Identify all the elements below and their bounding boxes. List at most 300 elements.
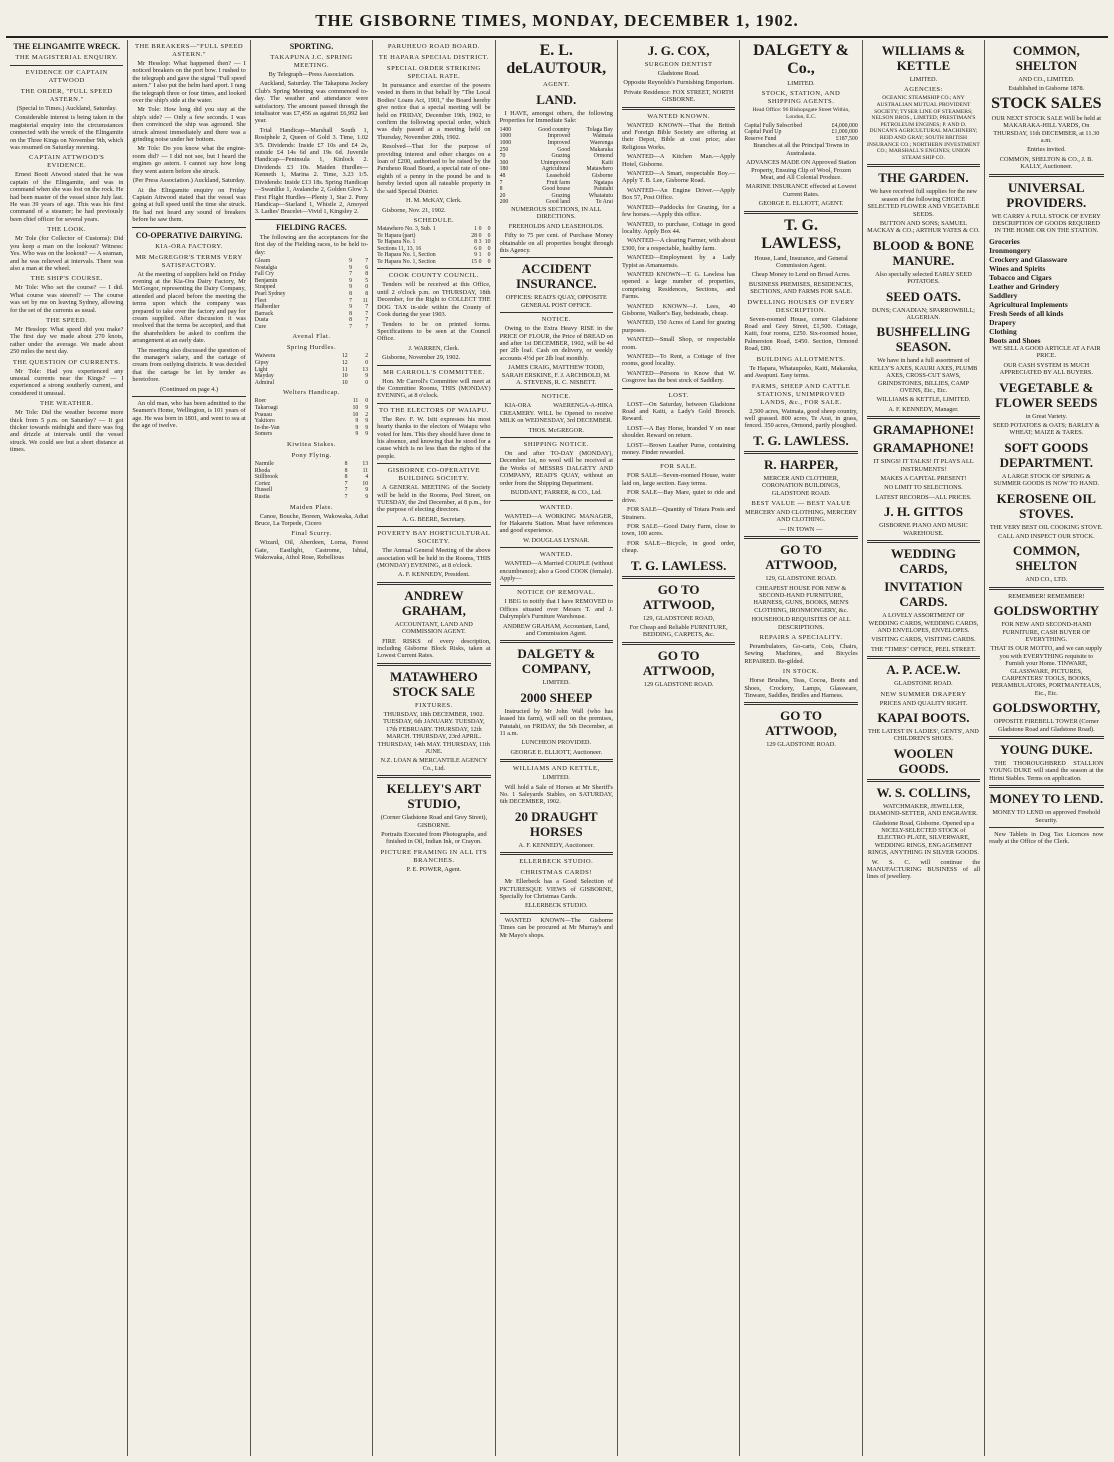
table-row: [255, 468, 368, 475]
table-cell: 2: [365, 353, 369, 360]
advert-title: LAND.: [536, 92, 577, 107]
table-cell: 0: [365, 398, 369, 405]
advert-text: AND CO., LIMITED.: [1018, 76, 1075, 83]
advert-text: Established in Gisborne 1878.: [1008, 85, 1085, 93]
table-cell: Takaroagi: [254, 405, 278, 412]
list-item: WANTED—An Engine Driver.—Apply Box 57, Post Office.: [621, 186, 736, 202]
table-cell: 10: [352, 405, 359, 412]
table-row: [255, 317, 368, 324]
paragraph: At the Elingamite enquiry on Friday Captain Attwood stated that the vessel was going at full speed until the time she struck. He had not heard any sound of breakers before he saw them.: [132, 186, 246, 224]
column-8: [863, 40, 985, 1456]
table-row: [500, 127, 613, 134]
article-subheading: CAPTAIN ATTWOOD'S EVIDENCE.: [29, 154, 105, 170]
table-cell: 9: [349, 257, 353, 264]
advert-title: GO TO ATTWOOD,: [642, 581, 715, 612]
table-row: [255, 461, 368, 468]
article-subheading: EVIDENCE OF CAPTAIN ATTWOOD: [25, 69, 108, 84]
paragraph: WANTED—A Married COUPLE (without encumbrance); also a Good COOK (female). Apply—: [499, 560, 613, 582]
table-cell: 12: [341, 353, 348, 360]
table-row: [255, 494, 368, 501]
advert-title: W. S. COLLINS,: [876, 784, 971, 800]
advert-text: LUNCHEON PROVIDED.: [521, 739, 592, 747]
table-cell: 9: [365, 493, 369, 500]
advert-text: THE "TIMES" OFFICE, PEEL STREET.: [871, 645, 976, 653]
table-cell: In-the-Van: [254, 424, 280, 431]
advert-text: 129 GLADSTONE ROAD.: [643, 680, 714, 688]
advert-title: BUSHFELLING SEASON.: [876, 324, 971, 355]
table-row: [500, 180, 613, 187]
article-heading: SPORTING.: [289, 42, 334, 51]
table-cell: 200: [499, 199, 509, 206]
paragraph: Horse Brushes, Teas, Cocoa, Boots and Shoes, Crockery, Lamps, Glassware, Tinware, Saddles, Bridles and Harness.: [744, 677, 858, 700]
table-row: [255, 412, 368, 419]
table-cell: Ormond: [593, 153, 613, 160]
signature: W. DOUGLAS LYSNAR.: [523, 536, 590, 544]
advert-text: VISITING CARDS, VISITING CARDS.: [871, 636, 976, 644]
divider: [500, 312, 613, 313]
advert-text: LIMITED.: [787, 80, 815, 87]
columns: [6, 40, 1108, 1456]
table-cell: Narmile: [254, 461, 274, 467]
table-cell: Poauau: [254, 411, 272, 418]
table-row: [255, 474, 368, 481]
table-cell: 7: [349, 297, 353, 304]
table-cell: Gipsy: [254, 360, 269, 367]
list-item: WANTED—A clearing Farmer, with about £300, for a respectable, healthy farm.: [621, 237, 736, 252]
table-cell: 180: [499, 166, 509, 173]
table-cell: 5: [365, 277, 369, 284]
table-row: [255, 367, 368, 374]
advert-text: Head Office: 96 Bishopsgate Street Within, London, E.C.: [752, 107, 850, 120]
table-cell: Te Hapara No. 1, Section: [377, 252, 436, 259]
table-cell: Waerenga: [589, 140, 613, 146]
advert-text: FIRE RISKS of every description, including Gisborne Block Risks, taken at Lowest Current Rates.: [377, 637, 491, 660]
list-item: Groceries: [989, 236, 1020, 246]
advert-text: MONEY TO LEND on approved Freehold Security.: [992, 809, 1101, 824]
table-cell: Rustia: [254, 493, 270, 500]
table-row: [255, 278, 368, 285]
divider: [377, 403, 490, 404]
table-cell: Leasehold: [546, 172, 571, 179]
notice-heading: NOTICE.: [541, 316, 571, 324]
notice-heading: NOTICE OF REMOVAL.: [517, 589, 596, 597]
table-cell: 9: [349, 304, 353, 311]
advert-subtitle: REPAIRS A SPECIALITY.: [759, 634, 843, 641]
list-item: WANTED—Persons to Know that W. Cosgrove has the best stock of Saddlery.: [621, 369, 736, 385]
list-item: LOST—A Bay Horse, branded Y on near shoulder. Reward on return.: [621, 424, 736, 440]
table-cell: 8: [365, 271, 369, 278]
table-row: [255, 353, 368, 360]
table-cell: 8: [499, 186, 503, 193]
advert-title: GOLDSWORTHY,: [992, 700, 1101, 716]
paragraph: An old man, who has been admitted to the Seamen's Home, Wellington, is 101 years of age. He was born in 1801, and went to sea at the age of twelve.: [132, 400, 246, 430]
advert-title: 20 DRAUGHT HORSES: [514, 808, 598, 839]
signature: GEORGE E. ELLIOTT, Auctioneer.: [510, 748, 603, 756]
column-3: [251, 40, 373, 1456]
advert-title: WILLIAMS & KETTLE: [881, 43, 966, 73]
acceptances-table-welters: [255, 398, 368, 438]
race-subheading: Final Scurry.: [291, 530, 332, 538]
advert-subtitle: IN STOCK.: [782, 668, 820, 676]
table-cell: 1: [478, 252, 482, 259]
divider: [622, 388, 735, 389]
advert-text: PRICES AND QUALITY RIGHT.: [879, 699, 968, 707]
table-cell: Good land: [545, 199, 571, 206]
paragraph: Seven-roomed House, corner Gladstone Road and Grey Street, £1,500. Cottage, Kaiti, four rooms, £250. Six-roomed house, Palmerston Road, £450. Section, Ormond Road, £80.: [744, 315, 858, 353]
advert-text: OPPOSITE FIREBELL TOWER (Corner Gladstone Road and Gladstone Road).: [993, 718, 1099, 733]
list-item: WANTED—Paddocks for Grazing, for a few horses.—Apply this office.: [621, 203, 736, 219]
table-row: [500, 133, 613, 140]
table-cell: Makaraka: [589, 146, 613, 153]
advert-title: GOLDSWORTHY: [993, 603, 1100, 619]
paragraph: At the meeting of suppliers held on Friday evening at the Kia-Ora Dairy Factory, Mr McGregor, representing the Dairy Company, attended and placed before the meeting the terms upon which the company was prepared to take over the factory and pay for cream supplied. After discussion it was resolved that the terms be accepted, and that the shareholders be asked to confirm the arrangement at an early date.: [132, 270, 246, 345]
paragraph: 2,500 acres, Waimata, good sheep country, well grassed. 800 acres, Te Arai, in grass, fenced. 350 acres, Ormond, partly ploughed.: [744, 407, 858, 430]
paragraph: In pursuance and exercise of the powers vested in them in that behalf by "The Local Bodies' Loans Act, 1901," the Board hereby give notice that a special meeting will be held on FRIDAY, December 19th, 1902, to confirm the following special order, which was duly passed at a meeting held on Thursday, November 20th, 1902.: [377, 82, 491, 141]
table-cell: 0: [365, 379, 369, 386]
table-cell: Te Arai: [595, 199, 613, 206]
advert-text: LIMITED.: [542, 774, 570, 782]
divider: [867, 540, 980, 543]
advert-title: ACCIDENT INSURANCE.: [515, 261, 597, 292]
table-cell: 9: [365, 487, 369, 494]
table-row: [500, 186, 613, 193]
signature: BUDDANT, FARRER, & CO., Ltd.: [510, 489, 602, 497]
advert-subtitle: AGENT.: [543, 81, 570, 88]
table-cell: 300: [499, 159, 509, 166]
table-cell: Halberdier: [254, 304, 280, 311]
table-cell: Whatatutu: [588, 192, 613, 199]
divider: [744, 451, 857, 454]
advert-subtitle: ELLERBECK STUDIO.: [519, 858, 594, 866]
article-heading: CO-OPERATIVE DAIRYING.: [135, 230, 243, 240]
advert-text: 129 GLADSTONE ROAD.: [766, 741, 836, 749]
paragraph: Fifty to 75 per cent. of Purchase Money obtainable on all properties bought through this Agency.: [499, 232, 613, 254]
table-row: [500, 193, 613, 200]
divider: [500, 759, 613, 762]
table-row: [255, 418, 368, 425]
divider: [500, 913, 613, 914]
table-cell: 0: [487, 245, 491, 252]
advert-title: A. P. ACE.W.: [886, 662, 961, 678]
advert-title: COMMON, SHELTON: [1012, 543, 1080, 574]
table-cell: 7: [365, 304, 369, 311]
advert-text: (Corner Gladstone Road and Grey Street), GISBORNE.: [380, 814, 488, 829]
table-row: [500, 153, 613, 160]
table-cell: Reserve Fund: [744, 135, 777, 142]
advert-text: ELLERBECK STUDIO.: [524, 902, 588, 910]
advert-title: YOUNG DUKE.: [1000, 742, 1093, 758]
acceptances-table-hurdles: [255, 353, 368, 386]
list-item: WANTED—A Smart, respectable Boy.—Apply T. B. Lee, Gisborne Road.: [621, 170, 736, 185]
notice-heading: GISBORNE CO-OPERATIVE BUILDING SOCIETY.: [387, 467, 481, 483]
advert-subtitle: FIXTURES.: [415, 701, 453, 709]
table-row: [255, 431, 368, 438]
advert-title: UNIVERSAL PROVIDERS.: [1006, 179, 1087, 210]
table-row: [377, 252, 490, 259]
table-cell: 0: [478, 225, 482, 232]
table-cell: 0: [365, 284, 369, 291]
list-item: FOR SALE—Bay Mare, quiet to ride and drive.: [621, 489, 736, 504]
table-cell: 7: [349, 323, 353, 330]
divider: [622, 576, 735, 579]
table-cell: 9: [365, 424, 369, 431]
table-cell: 10: [352, 411, 359, 418]
article-subheading: THE ORDER, "FULL SPEED ASTERN.": [20, 88, 113, 103]
advert-text: OCEANIC STEAMSHIP CO.; ANY AUSTRALIAN MUTUAL PROVIDENT SOCIETY; TYSER LINE OF STEAMERS; NELSON BROS., LIMITED; PRESTIMAN'S PETROLEUM ENGINES; P. AND D. DUNCAN'S AGRICULTURAL MACHINERY; REID AND GRAY; SOUTH BRITISH INSURANCE CO.; NORTHERN INVESTMENT CO.; MARSHALL'S ENGINES; UNION STEAM SHIP CO.: [867, 95, 980, 161]
table-cell: Hussell: [254, 487, 273, 494]
notice-heading: WANTED.: [539, 551, 573, 559]
divider: [744, 536, 857, 539]
table-row: [500, 166, 613, 173]
list-item: Fresh Seeds of all kinds: [989, 308, 1064, 318]
advert-text: A LOVELY ASSORTMENT OF WEDDING CARDS, WEDDING CARDS, AND ENVELOPES, ENVELOPES.: [868, 612, 979, 634]
article-subheading: TAKAPUNA J.C. SPRING MEETING.: [270, 54, 353, 69]
divider: [867, 416, 980, 419]
table-cell: Capital Paid Up: [744, 129, 782, 136]
acceptances-table-flying: [255, 258, 368, 331]
table-row: [255, 487, 368, 494]
advert-subtitle: SURGEON DENTIST: [644, 61, 713, 68]
advert-text: AND CO., LTD.: [1025, 576, 1068, 584]
table-cell: 0: [487, 258, 491, 265]
advert-title: SEED OATS.: [885, 288, 961, 304]
table-row: [377, 226, 490, 233]
advert-title: R. HARPER,: [764, 456, 839, 472]
advert-title: T. G. LAWLESS.: [753, 432, 849, 448]
table-cell: 9: [474, 252, 478, 259]
notice-heading: SCHEDULE.: [413, 216, 455, 224]
table-row: [744, 123, 857, 130]
paragraph: Auckland, Saturday. The Takapuna Jockey Club's Spring Meeting was commenced to-day. The weather and attendance were satisfactory. The amount passed through the totalisator was £7,456 as against £6,992 last year.: [254, 80, 369, 125]
dateline: By Telegraph—Press Association.: [268, 71, 355, 78]
paragraph: Resolved—That for the purpose of providing interest and other charges on a loan of £200, authorised to be raised by the Paruheuo Road Board, a special rate of one-eighth of a penny in the pound be and is hereby levied upon all rateable property in the said Special District.: [377, 143, 491, 195]
table-cell: 7: [365, 323, 369, 330]
table-cell: 250: [499, 146, 509, 153]
advert-text: THAT IS OUR MOTTO, and we can supply you with EVERYTHING requisite to Furnish your Home. TINWARE, GLASSWARE, PICTURES, CARPENTERS' TOOLS, BOOKS, PERAMBULATORS, PORTMANTEAUS, Etc., Etc.: [990, 645, 1103, 697]
table-cell: Dusta: [254, 317, 269, 324]
table-cell: 0: [487, 225, 491, 232]
table-row: [377, 259, 490, 266]
advert-title: GO TO ATTWOOD,: [765, 708, 837, 739]
signature: H. M. McKAY, Clerk.: [405, 197, 462, 205]
race-subheading: Spring Hurdles.: [286, 344, 337, 352]
section-heading: DWELLING HOUSES OF EVERY DESCRIPTION.: [747, 298, 855, 314]
advert-text: CHEAPEST HOUSE FOR NEW & SECOND-HAND FURNITURE, HARNESS, GUNS, BOOKS, MEN'S CLOTHING, IRONMONGERY, &c.: [753, 584, 849, 614]
advert-title: GRAMAPHONE!: [872, 440, 974, 456]
advert-title: GRAMAPHONE!: [872, 422, 974, 438]
divider: [989, 736, 1103, 739]
advert-title: COMMON, SHELTON: [1012, 43, 1080, 73]
table-cell: Gleam: [254, 257, 271, 264]
table-row: [255, 265, 368, 272]
table-cell: 9: [365, 418, 369, 425]
paragraph: Mr Tole: Did the weather become more thick from 5 p.m. on Saturday? — It got thicker towards midnight and there was fog and drizzle at intervals until the vessel struck. We could see but a short distance at times.: [10, 409, 124, 454]
table-cell: 28: [471, 232, 478, 239]
masthead: THE GISBORNE TIMES, MONDAY, DECEMBER 1, 1902.: [6, 6, 1108, 38]
paragraph: WANTED—A WORKING MANAGER, for Hakaretu Station. Must have references and good experience.: [499, 512, 613, 535]
advert-title: ANDREW GRAHAM,: [401, 587, 466, 618]
divider: [255, 219, 368, 220]
table-cell: 10: [362, 480, 369, 487]
advert-text: LATEST RECORDS—ALL PRICES.: [875, 493, 972, 501]
list-item: Drapery: [989, 317, 1016, 327]
advert-text: Entries invited.: [1027, 146, 1066, 154]
table-cell: £1,000,000: [831, 129, 858, 136]
advert-text: WE SELL A GOOD ARTICLE AT A FAIR PRICE.: [992, 344, 1101, 360]
column-7: [740, 40, 862, 1456]
signature: J. WARREN, Clerk.: [408, 344, 460, 352]
divider: [132, 227, 245, 228]
list-item: WANTED—Small Shop, or respectable room.: [621, 336, 736, 351]
table-row: [255, 291, 368, 298]
list-item: Tobacco and Cigars: [989, 272, 1052, 282]
table-cell: 4: [365, 474, 369, 481]
advert-text: DUNS; CANADIAN; SPARROWBILL; ALGERIAN.: [871, 306, 975, 321]
table-cell: Strapped: [254, 284, 276, 291]
advert-text: GISBORNE PIANO AND MUSIC WAREHOUSE.: [879, 522, 968, 537]
table-cell: 10: [484, 239, 491, 246]
race-subheading: Avenal Flat.: [292, 333, 331, 341]
date-line: Gisborne, Nov. 21, 1902.: [382, 206, 446, 214]
table-cell: Unimproved: [540, 159, 571, 166]
signature: ANDREW GRAHAM, Accountant, Land, and Commission Agent.: [502, 622, 610, 637]
table-cell: 11: [352, 398, 359, 405]
divider: [989, 785, 1103, 788]
advert-text: Portraits Executed from Photographs, and finished in Oil, Indian Ink, or Crayon.: [381, 830, 487, 846]
advert-text: We have in hand a full assortment of KELLY'S AXES, KAURI AXES, PLUMB AXES, CROSS-CUT SAWS, GRINDSTONES, BILLIES, CAMP OVENS, Etc., Etc.: [869, 357, 978, 395]
table-cell: 7: [344, 480, 348, 487]
list-item: FOR SALE—Good Dairy Farm, close to town, 100 acres.: [621, 522, 736, 538]
dateline: (Per Press Association.) Auckland, Saturday.: [132, 177, 246, 185]
table-cell: Grazing: [551, 153, 571, 160]
list-item: WANTED—Employment by a Lady Typist as Amanuensis.: [621, 254, 736, 269]
table-cell: Fleet: [254, 297, 267, 304]
paragraph: Owing to the Extra Heavy RISE in the PRICE OF FLOUR, the Price of BREAD on and after 1st DECEMBER, 1902, will be 4d per 2lb loaf. Cash on delivery, or weekly accounts 4½d per 2lb loaf monthly.: [499, 325, 613, 362]
advert-text: Branches at all the Principal Towns in Australasia.: [753, 142, 849, 157]
advert-subtitle: BEST VALUE — BEST VALUE: [751, 499, 851, 507]
table-cell: Agricultural: [541, 166, 571, 173]
list-item: Crockery and Glassware: [989, 254, 1068, 264]
section-heading: WANTED KNOWN.: [647, 112, 711, 120]
table-cell: 9: [355, 424, 359, 431]
section-heading: FARMS, SHEEP AND CATTLE STATIONS, UNIMPROVED LANDS, &c., FOR SALE.: [751, 382, 851, 406]
advert-title: KAPAI BOOTS.: [877, 709, 970, 725]
list-item: LOST—On Saturday, between Gladstone Road and Kaiti, a Lady's Gold Brooch. Reward.: [621, 400, 736, 423]
notice-heading: WANTED.: [539, 503, 573, 511]
signature: A. F. KENNEDY, Auctioneer.: [518, 841, 594, 849]
advert-text: HOUSEHOLD REQUISITES OF ALL DESCRIPTIONS.: [751, 616, 851, 631]
table-cell: 9: [365, 431, 369, 438]
lost-list: [622, 401, 735, 457]
advert-subtitle: PICTURE FRAMING IN ALL ITS BRANCHES.: [380, 848, 488, 864]
paragraph: A GENERAL MEETING of the Society will be held in the Rooms, Peel Street, on TUESDAY, the 2nd December, at 8 p.m., for the purpose of electing directors.: [377, 484, 491, 514]
table-cell: Improved: [547, 133, 571, 140]
advert-text: Gladstone Road, Gisborne. Opened up a NICELY-SELECTED STOCK of ELECTRO PLATE, SILVERWARE, WEDDING RINGS, ENGAGEMENT RINGS, ANYTHING IN SILVER GOODS.: [867, 819, 979, 857]
advert-text: N.Z. LOAN & MERCANTILE AGENCY Co., Ltd.: [380, 757, 488, 772]
paragraph: I HAVE, amongst others, the following Properties for Immediate Sale:: [499, 110, 613, 125]
advert-text: CALL AND INSPECT OUR STOCK.: [998, 532, 1095, 540]
advert-text: ADVANCES MADE ON Approved Station Property, Ensuing Clip of Wool, Frozen Meat, and All Colonial Produce.: [745, 159, 857, 181]
divider: [500, 437, 613, 438]
advert-text: — IN TOWN —: [779, 525, 823, 533]
paragraph: Mr Tole: How long did you stay at the ship's side? — Only a few seconds. I was then convinced the ship was aground. She struck almost immediately and there was a grinding noise under her bottom.: [132, 106, 246, 144]
wanted-list: [622, 122, 735, 385]
table-row: [377, 233, 490, 240]
advert-text: SEED POTATOES & OATS; BARLEY & WHEAT; MAIZE & TARES.: [992, 421, 1100, 437]
capital-table: [744, 123, 857, 143]
list-item: Boots and Shoes: [989, 335, 1041, 345]
paragraph: Tenders will be received at this Office, until 2 o'clock p.m. on THURSDAY, 18th December, for the Right to COLLECT THE DOG TAX in-side within the County of Cook during the year 1903.: [377, 281, 491, 319]
signature: COMMON, SHELTON & CO., J. B. KALLY, Auctioneer.: [999, 155, 1093, 171]
advert-text: House, Land, Insurance, and General Commission Agent.: [754, 254, 848, 270]
table-cell: 8: [474, 239, 478, 246]
article-subheading: THE SHIP'S COURSE.: [30, 275, 103, 283]
advert-title: E. L. deLAUTOUR,: [506, 42, 607, 77]
advert-text: THE LATEST IN LADIES', GENTS', AND CHILDREN'S SHOES.: [868, 727, 979, 743]
advert-text: MERCERY AND CLOTHING, MERCERY AND CLOTHING.: [745, 508, 857, 524]
column-2: [128, 40, 250, 1456]
goods-list: [989, 237, 1103, 345]
advert-text: OUR CASH SYSTEM IS MUCH APPRECIATED BY ALL BUYERS.: [999, 361, 1093, 377]
notice-heading: TE HAPARA SPECIAL DISTRICT.: [378, 54, 489, 61]
article-subheading: THE LOOK.: [47, 226, 87, 234]
table-cell: Mayday: [254, 373, 274, 380]
divider: [500, 585, 613, 586]
table-row: [500, 173, 613, 180]
table-cell: Ngatapa: [593, 179, 613, 186]
advert-text: NUMEROUS SECTIONS, IN ALL DIRECTIONS.: [511, 205, 602, 221]
table-cell: 11: [362, 467, 369, 474]
advert-text: FREEHOLDS AND LEASEHOLDS.: [508, 222, 604, 230]
advert-subtitle: NEW SUMMER DRAPERY: [880, 690, 967, 698]
table-cell: Rhoda: [254, 467, 270, 474]
table-cell: 9: [349, 277, 353, 284]
advert-text: MERCER AND CLOTHIER, CORONATION BUILDINGS, GLADSTONE ROAD.: [762, 474, 841, 497]
table-cell: Capital Fully Subscribed: [744, 122, 802, 129]
advert-title: WEDDING CARDS,: [890, 546, 956, 577]
signature: A. F. KENNEDY, President.: [398, 571, 470, 579]
dateline: (Special to Times.) Auckland, Saturday.: [16, 105, 117, 112]
advert-text: IT SINGS! IT TALKS! IT PLAYS ALL INSTRUMENTS!: [873, 458, 974, 473]
table-cell: 1000: [499, 140, 512, 146]
table-cell: Nostalgia: [254, 264, 277, 271]
divider: [377, 463, 490, 464]
list-item: WANTED KNOWN—J. Lees, 40 Gisborne, Walker's Bay, bedsteads, cheap.: [621, 302, 736, 317]
paragraph: THE THOROUGHBRED STALLION YOUNG DUKE will stand the season at the Hirini Stables. Terms on application.: [989, 760, 1104, 782]
table-cell: 12: [341, 360, 348, 367]
race-subheading: Welters Handicap.: [282, 389, 340, 397]
divider: [867, 656, 980, 659]
table-cell: 70: [499, 153, 506, 160]
divider: [377, 365, 490, 366]
list-item: WANTED KNOWN—That the British and Foreign Bible Society are offering at their Depot, Bible at cost price; also Religious Works.: [621, 121, 736, 151]
advert-text: MAKES A CAPITAL PRESENT!: [880, 475, 967, 483]
table-cell: Admiral: [254, 379, 275, 386]
divider: [744, 211, 857, 214]
table-cell: 9: [349, 284, 353, 291]
signature: JAMES CRAIG, MATTHEW TODD, SARAH ERSKINE, F. J. ARCHBOLD, M. A. STEVENS, R. C. NISBETT.: [501, 364, 611, 387]
advert-text: NO LIMIT TO SELECTIONS.: [884, 484, 963, 492]
advert-title: T. G. LAWLESS,: [761, 216, 841, 252]
table-cell: 11: [362, 297, 369, 304]
list-item: FOR SALE—Quantity of Totara Posts and Strainers.: [621, 506, 736, 521]
advert-title: MONEY TO LEND.: [989, 791, 1104, 807]
article-subheading: THE BREAKERS—"FULL SPEED ASTERN.": [134, 43, 244, 58]
section-heading: FOR SALE.: [660, 463, 698, 471]
divider: [622, 642, 735, 645]
list-item: Clothing: [989, 326, 1017, 336]
table-cell: Good house: [542, 186, 571, 193]
